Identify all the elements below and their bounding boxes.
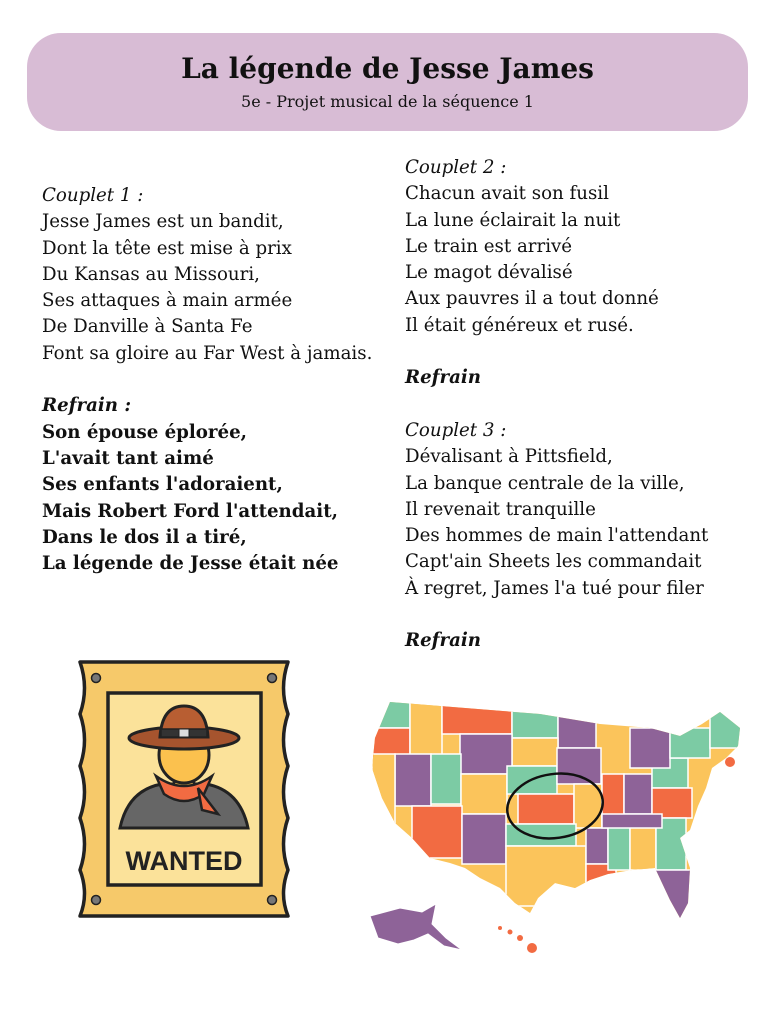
couplet-2-line: Chacun avait son fusil bbox=[405, 183, 609, 205]
couplet-3-line: Dévalisant à Pittsfield, bbox=[405, 446, 613, 468]
usa-map-illustration bbox=[350, 688, 755, 963]
hawaii bbox=[498, 926, 537, 953]
map-state bbox=[670, 728, 710, 758]
couplet-3-line: La banque centrale de la ville, bbox=[405, 472, 685, 494]
couplet-2-line: Le magot dévalisé bbox=[405, 262, 573, 284]
poster-nail bbox=[268, 896, 277, 905]
map-state bbox=[558, 708, 596, 748]
map-state bbox=[431, 754, 461, 804]
couplet-3-line: À regret, James l'a tué pour filer bbox=[405, 577, 704, 599]
map-state bbox=[506, 846, 586, 906]
map-state bbox=[586, 828, 608, 864]
map-state bbox=[608, 824, 630, 870]
stanza-gap bbox=[405, 339, 708, 365]
title-banner bbox=[27, 33, 748, 131]
refrain-label: Refrain : bbox=[42, 395, 132, 417]
couplet-1-line: Du Kansas au Missouri, bbox=[42, 263, 260, 285]
couplet-2-line: Le train est arrivé bbox=[405, 235, 573, 257]
map-state bbox=[460, 734, 512, 774]
map-state bbox=[461, 774, 507, 814]
couplet-2-line: Il était généreux et rusé. bbox=[405, 314, 634, 336]
couplet-3-line: Capt'ain Sheets les commandait bbox=[405, 551, 702, 573]
poster-nail bbox=[92, 674, 101, 683]
map-state bbox=[725, 757, 735, 767]
page-subtitle: 5e - Projet musical de la séquence 1 bbox=[241, 92, 534, 111]
refrain-reference: Refrain bbox=[405, 630, 482, 652]
map-state bbox=[650, 870, 695, 920]
map-state bbox=[442, 698, 512, 734]
refrain-line: Mais Robert Ford l'attendait, bbox=[42, 500, 338, 522]
couplet-1-label: Couplet 1 : bbox=[42, 185, 144, 206]
map-state bbox=[710, 708, 750, 748]
couplet-1-line: Jesse James est un bandit, bbox=[42, 211, 284, 233]
poster-nail bbox=[268, 674, 277, 683]
couplet-2-line: La lune éclairait la nuit bbox=[405, 209, 621, 231]
wanted-text: WANTED bbox=[125, 846, 243, 876]
couplet-3-line: Il revenait tranquille bbox=[405, 498, 596, 520]
map-state bbox=[512, 738, 558, 766]
couplet-2-label: Couplet 2 : bbox=[405, 157, 507, 178]
wanted-poster-illustration bbox=[76, 658, 292, 920]
map-state bbox=[372, 754, 395, 834]
map-state bbox=[412, 806, 462, 858]
map-state bbox=[630, 824, 656, 870]
hat-buckle bbox=[179, 729, 189, 737]
alaska bbox=[370, 904, 462, 950]
map-state bbox=[370, 698, 410, 728]
right-column bbox=[405, 155, 708, 655]
stanza-gap bbox=[405, 602, 708, 628]
couplet-1-line: Dont la tête est mise à prix bbox=[42, 237, 292, 259]
map-state bbox=[574, 784, 602, 828]
stanza-gap bbox=[42, 367, 372, 393]
map-state bbox=[395, 754, 431, 806]
refrain-line: Ses enfants l'adoraient, bbox=[42, 474, 283, 496]
refrain-line: La légende de Jesse était née bbox=[42, 553, 339, 575]
map-state bbox=[462, 814, 506, 864]
refrain-line: L'avait tant aimé bbox=[42, 447, 214, 469]
map-state bbox=[518, 794, 574, 824]
refrain-line: Dans le dos il a tiré, bbox=[42, 526, 247, 548]
map-state bbox=[630, 728, 670, 768]
stanza-gap bbox=[405, 392, 708, 418]
left-column bbox=[42, 183, 372, 577]
map-state bbox=[602, 814, 662, 828]
refrain-line: Son épouse éplorée, bbox=[42, 421, 247, 443]
couplet-2-line: Aux pauvres il a tout donné bbox=[405, 288, 659, 310]
map-state bbox=[624, 774, 652, 814]
map-state bbox=[512, 708, 558, 738]
couplet-1-line: De Danville à Santa Fe bbox=[42, 316, 253, 338]
couplet-3-label: Couplet 3 : bbox=[405, 419, 507, 441]
map-state bbox=[410, 698, 442, 756]
page-title: La légende de Jesse James bbox=[181, 52, 594, 85]
map-state bbox=[557, 748, 601, 784]
poster-nail bbox=[92, 896, 101, 905]
refrain-reference: Refrain bbox=[405, 367, 482, 389]
couplet-1-line: Ses attaques à main armée bbox=[42, 290, 293, 312]
couplet-1-line: Font sa gloire au Far West à jamais. bbox=[42, 342, 373, 364]
couplet-3-line: Des hommes de main l'attendant bbox=[405, 525, 709, 547]
